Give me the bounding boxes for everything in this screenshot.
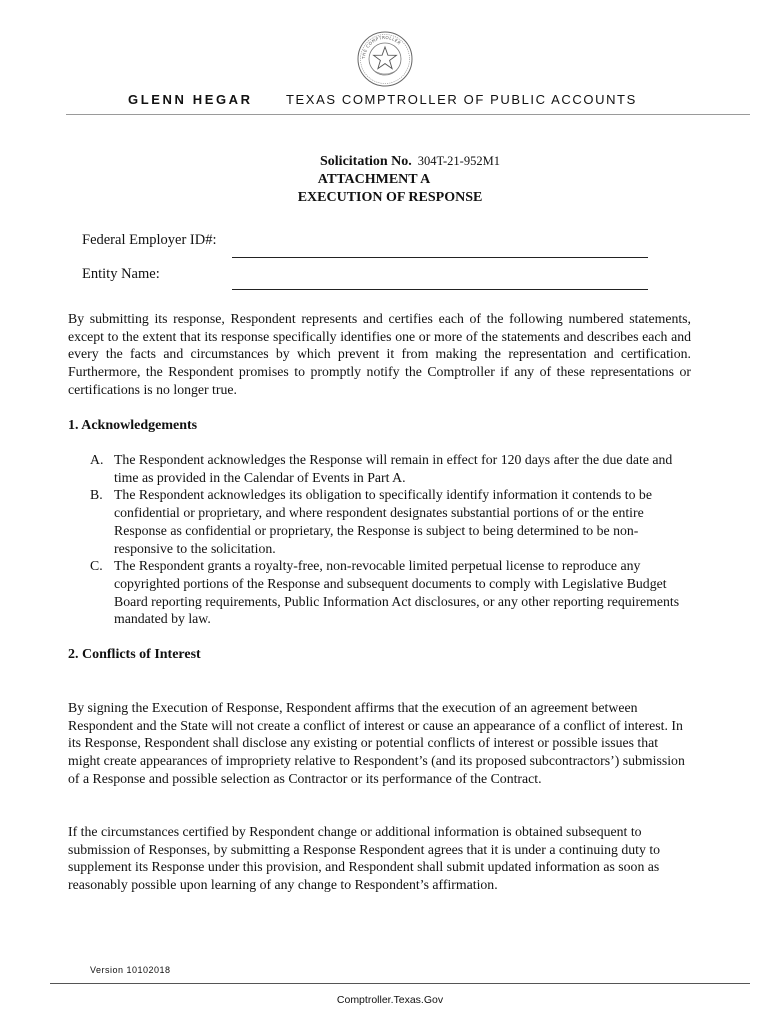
- fein-underline: [232, 257, 648, 258]
- version-label: Version 10102018: [90, 965, 171, 975]
- list-item: C. The Respondent grants a royalty-free, non-revocable limited perpetual license to reproduce any copyrighted portions of the Response and subsequent documents to comply with Legislative Budget Board reporting requirements, Public Information Act disclosures, or any other reporting requirements mandated by law.: [90, 558, 680, 627]
- footer-divider: [50, 983, 750, 984]
- comptroller-seal-logo: [356, 30, 414, 88]
- fein-label: Federal Employer ID#:: [82, 232, 217, 248]
- document-title: EXECUTION OF RESPONSE: [297, 190, 483, 205]
- svg-text:THE COMPTROLLER: THE COMPTROLLER: [360, 34, 402, 60]
- acknowledgements-list: [90, 451, 690, 628]
- solicitation-line: [320, 154, 500, 170]
- header-divider: [66, 114, 750, 115]
- entity-name-underline: [232, 289, 648, 290]
- entity-name-label: Entity Name:: [82, 266, 160, 282]
- section-1-heading: 1. Acknowledgements: [68, 418, 198, 433]
- list-item: A. The Respondent acknowledges the Response will remain in effect for 120 days after the due date and time as provided in the Calendar of Events in Part A.: [90, 452, 673, 485]
- attachment-title: ATTACHMENT A: [317, 172, 431, 187]
- intro-paragraph: By submitting its response, Respondent represents and certifies each of the following numbered statements, except to the extent that its response specifically identifies one or more of the statements and describes each and every the facts and circumstances by which prevent it from making the representation and certification. Furthermore, the Respondent promises to promptly notify the Comptroller if any of these representations or certifications is no longer true.: [68, 311, 691, 397]
- list-item: B. The Respondent acknowledges its obligation to specifically identify information it contends to be confidential or proprietary, and where respondent designates substantial portions of or the entire Response as confidential or proprietary, the Response is subject to being determined to be non-responsive to the solicitation.: [90, 487, 652, 556]
- conflicts-paragraph-1: By signing the Execution of Response, Respondent affirms that the execution of an agreement between Respondent and the State will not create a conflict of interest or cause an appearance of a conflict of interest. In its Response, Respondent shall disclose any existing or potential conflicts of interest or possible issues that might create appearances of impropriety relative to Respondent’s (and its proposed subcontractors’) submission of a Response and possible selection as Contractor or its performance of the Contract.: [68, 700, 685, 786]
- agency-name: TEXAS COMPTROLLER OF PUBLIC ACCOUNTS: [286, 92, 637, 107]
- footer-website: Comptroller.Texas.Gov: [336, 994, 444, 1006]
- section-2-heading: 2. Conflicts of Interest: [68, 647, 201, 662]
- solicitation-number: 304T-21-952M1: [417, 154, 500, 168]
- comptroller-name: GLENN HEGAR: [128, 92, 253, 107]
- conflicts-paragraph-2: If the circumstances certified by Respondent change or additional information is obtained subsequent to submission of Responses, by submitting a Response Respondent agrees that it is under a continuing duty to supplement its Response under this provision, and Respondent shall submit updated information as soon as reasonably possible upon learning of any change to Respondent’s affirmation.: [68, 824, 661, 893]
- solicitation-label: Solicitation No.: [320, 154, 412, 169]
